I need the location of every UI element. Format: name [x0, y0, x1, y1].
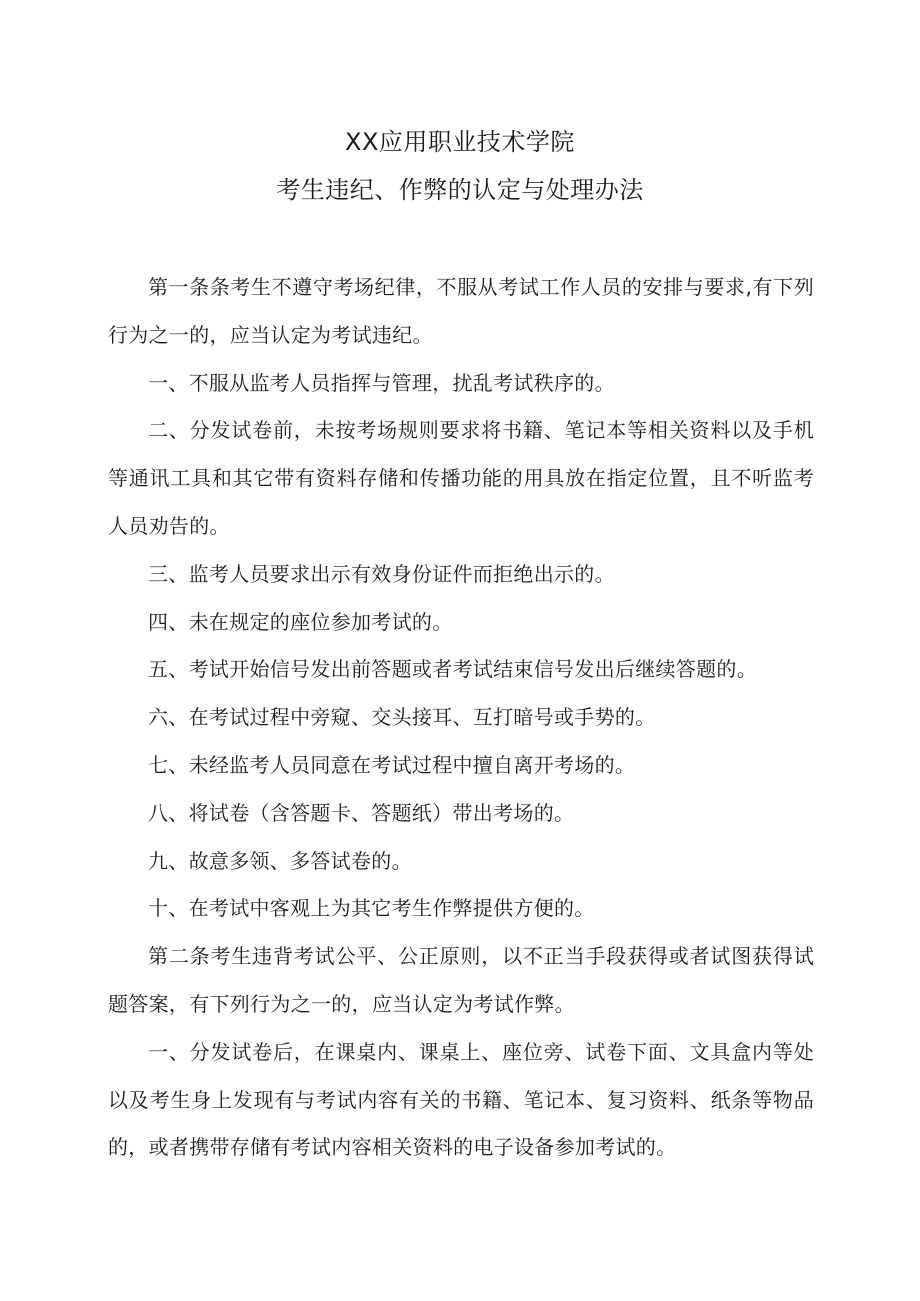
paragraph-article-1: 第一条条考生不遵守考场纪律，不服从考试工作人员的安排与要求,有下列行为之一的，应当认定为考试违纪。 — [108, 275, 814, 347]
title-regulation: 考生违纪、作弊的认定与处理办法 — [276, 176, 644, 204]
paragraph-item: 一、不服从监考人员指挥与管理，扰乱考试秩序的。 — [148, 370, 615, 395]
title-institution: XX应用职业技术学院 — [345, 128, 575, 156]
paragraph-item: 六、在考试过程中旁窥、交头接耳、互打暗号或手势的。 — [148, 705, 656, 730]
paragraph-item: 九、故意多领、多答试卷的。 — [148, 848, 412, 873]
paragraph-item: 八、将试卷（含答题卡、答题纸）带出考场的。 — [148, 800, 575, 825]
paragraph-item: 七、未经监考人员同意在考试过程中擅自离开考场的。 — [148, 752, 636, 777]
document-title — [0, 118, 920, 214]
paragraph-article-2: 第二条考生违背考试公平、公正原则，以不正当手段获得或者试图获得试题答案，有下列行为之一的，应当认定为考试作弊。 — [108, 944, 814, 1016]
paragraph-item: 三、监考人员要求出示有效身份证件而拒绝出示的。 — [148, 561, 615, 586]
paragraph-item: 十、在考试中客观上为其它考生作弊提供方便的。 — [148, 896, 595, 921]
paragraph-item: 二、分发试卷前，未按考场规则要求将书籍、笔记本等相关资料以及手机等通讯工具和其它带有资料存储和传播功能的用具放在指定位置，且不听监考人员劝告的。 — [108, 418, 814, 538]
paragraph-item: 五、考试开始信号发出前答题或者考试结束信号发出后继续答题的。 — [148, 657, 757, 682]
paragraph-item: 四、未在规定的座位参加考试的。 — [148, 609, 453, 634]
paragraph-item: 一、分发试卷后，在课桌内、课桌上、座位旁、试卷下面、文具盒内等处以及考生身上发现有与考试内容有关的书籍、笔记本、复习资料、纸条等物品的，或者携带存储有考试内容相关资料的电子设备参加考试的。 — [108, 1039, 814, 1160]
document-body — [108, 264, 814, 1172]
